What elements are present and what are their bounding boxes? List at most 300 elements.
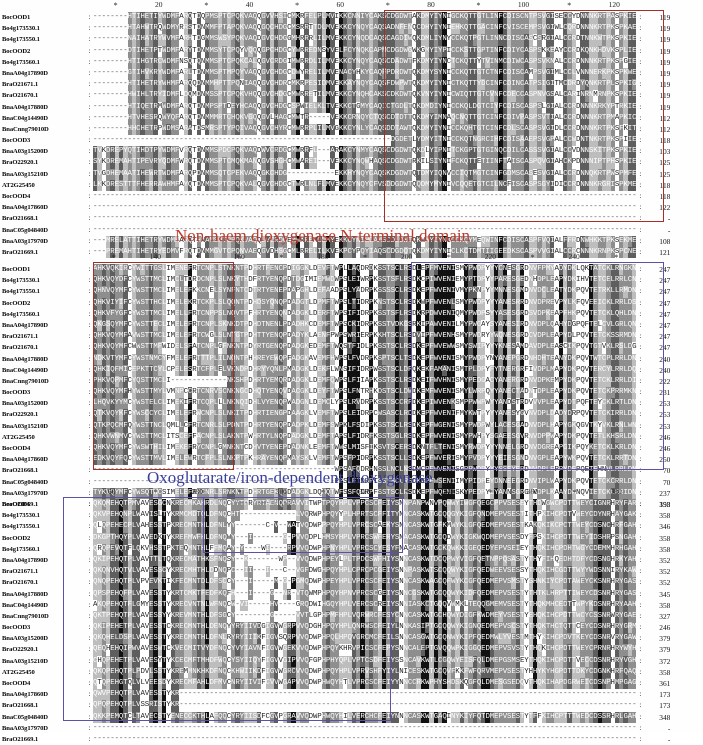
sequence-label: BraO21671.1 — [2, 568, 39, 576]
number-separator: : — [639, 533, 642, 542]
sequence-residues: QHKVIYIFCYWSTTHCLIMELEKRTCKPLSLQQNTPDHDSYQNQPDADGTLDPMFTWPSLTIDRPKNSTSCLRSDKWPFWVENLSMYPWDPYYYANESRRDNVDPREVPYLKFQVEEICKLRRLDS — [93, 298, 636, 309]
ruler-tick-number: 200 — [401, 252, 413, 261]
sequence-residues: QKQHELDSPLVAVESSTYKRECMNTHLDFNLRYRYIIIKFIGVSQRPVVQDWPHPQLHPQVGRCMCFEILSNNCASGWTGCQNWYKIPFQEDMWLYVESTMTHYKIHCPDVTKEYCDSNRVRYGAW — [93, 633, 636, 644]
number-separator: : — [639, 376, 642, 385]
sequence-residues: ------------------------------------------------------------------------------------------------------------------------------ — [93, 203, 637, 212]
sequence-end-position: 247 — [659, 343, 671, 353]
label-separator: : — [88, 488, 91, 497]
label-separator: : — [88, 567, 91, 576]
sequence-label: AT2G25450 — [2, 433, 35, 441]
ruler-tick-number: 300 — [275, 487, 287, 496]
sequence-residues: QKQPEHQTPLPDVLSSTYKREMMNKHKDFNQCKHWIIKDFIGVWGRCVVQDWPHPQYHPLVPRVSHFYIYLNICESKWTGCQVFKKFWFQRVMEPVSESTYHHYKYHGPDTTDKYCDGNKHRFQAQ — [93, 667, 636, 678]
sequence-label: BocOOD4 — [2, 445, 31, 452]
sequence-label: BocOOD3 — [2, 137, 31, 145]
label-separator: : — [88, 147, 91, 156]
sequence-label: BnaC05g04840D — [2, 713, 48, 721]
label-separator: : — [88, 712, 91, 721]
sequence-label: BnaC04g14490D — [2, 366, 48, 374]
alignment-row — [0, 533, 703, 544]
alignment-row — [0, 135, 703, 146]
label-separator: : — [88, 192, 91, 200]
label-separator: : — [88, 444, 91, 452]
ruler-tick-number: 220 — [484, 252, 497, 261]
sequence-end-position: 122 — [659, 203, 671, 213]
label-separator: : — [88, 225, 91, 234]
sequence-residues: QHNVQYMFCYWSTTMCLIMELEFKKCNELSYNFNTCDTRTYENEPDAPGHLDEFAADPSLYADRPKSSSSCLRSDKEPFWVENIVMYPKNPYYMNNESGMDNVDCLEATYDKPQVTETRKLLRMDN — [93, 286, 636, 297]
sequence-end-position: 247 — [659, 298, 671, 308]
label-separator: : — [88, 298, 91, 307]
ruler-tick-number: 100 — [517, 0, 530, 9]
sequence-end-position: - — [667, 214, 671, 224]
sequence-label: BnaC04g14490D — [2, 601, 48, 609]
sequence-residues: TYKVQYMFCYWSQTWCSIMELEFRKCNRLSRNKNTPDHRTGEHQPDADGKLDQMQTWFSSFQDRPFSSTSCLRSDKEPFWQENISKYPEDPYLYANNSGRGNVDPLKAAYDANQVIETCKLRRIDN — [93, 488, 636, 499]
domain-label-oxoglutarate: Oxoglutarate/iron-dependent dioxygenase — [147, 468, 433, 487]
number-separator: : — [639, 410, 642, 419]
sequence-label: BraO22920.1 — [2, 411, 39, 419]
number-separator: : — [639, 214, 642, 223]
alignment-row — [0, 102, 703, 113]
alignment-row — [0, 309, 703, 320]
sequence-end-position: 358 — [659, 511, 671, 521]
sequence-end-position: 327 — [659, 611, 671, 621]
sequence-label: BraO21669.1 — [2, 500, 39, 508]
sequence-end-position: 240 — [659, 354, 671, 364]
sequence-residues: QKQNVHQTVLVAVESSCYKRECMHTHLDDNQPC--II---I---C--VGFDWGHPQYHPLCPRCPCGEIYSNNPASKWTSCQQWYKIGFQEDWEEVSESSYTHQKIHCGDTTWYYWDSNNIRYKAW — [93, 566, 636, 577]
sequence-label: BnaA04g17890D — [2, 321, 48, 329]
sequence-end-position: 70 — [662, 466, 671, 476]
number-separator: : — [639, 723, 642, 732]
alignment-row — [0, 331, 703, 342]
ruler-tick-number: 380 — [610, 487, 622, 496]
sequence-residues: QEQHEHQIPWVAVESWTCKVECMITVYDFNQCYVYIAVNFIGVWGEKVVQDWPHPQYKHRVPICSCFEPYSNNCALEPTGVQQWPKIGGQEDMEPVSVSTYTHQKIHCPDTTWEYCPRNRHRYWYH — [93, 644, 636, 655]
sequence-residues: PHKVQPMFCYQSTTMCLI-------------NKSHPDHRTYEMQRDADGKLDEMFQWPSLFIIAPKSSTSCLRSDKEIFWVHNISMYPEDGACYANERGRDNVDPKEMPYDKPQVTETCKLRRLDI — [93, 376, 636, 387]
alignment-row — [0, 432, 703, 443]
number-separator: : — [639, 80, 642, 89]
number-separator: : — [639, 298, 642, 307]
number-separator: : — [639, 555, 642, 564]
ruler-tick-star: * — [476, 1, 481, 10]
sequence-residues: QKIPEHQTPLVAVTTLTQKRECMATHKSFNQSY--K-------WP--VVQDWPHPEYLPLTPDCSWFHIYSNNCASKWTDCQPWYVIGFQETNPPQSASTYTHYFIHQEDHTDFYCDSNGHRKYAH — [93, 555, 636, 566]
label-separator: : — [88, 466, 91, 475]
label-separator: : — [88, 578, 91, 587]
number-separator: : — [639, 645, 642, 654]
number-separator: : — [639, 225, 642, 234]
label-separator: : — [88, 57, 91, 66]
sequence-label: AT2G25450 — [2, 668, 35, 676]
sequence-end-position: 125 — [659, 158, 671, 168]
label-separator: : — [88, 13, 91, 21]
label-separator: : — [88, 522, 91, 531]
alignment-row — [0, 146, 703, 157]
ruler-block-1 — [0, 0, 703, 12]
sequence-residues: QHKVQYMFHYWSTTMYLVMNPCCRTCNRVSCNKNGCDHQTYENQVDACGKLDEYFTWPSLFNTRHKDSTSCLDWDKEMFWVENISMYLWRPQYYANECTADNTDPLEAPYDKPQVTETCKPRRMKN — [93, 387, 636, 398]
sequence-end-position: 247 — [659, 309, 671, 319]
number-separator: : — [639, 236, 642, 245]
sequence-residues: --------HWIHLTRYIDMFLDQMDNMSSPTCPQKVHQQGVCHDGCMWRRETILMVEKKCYNQHCAKSCDKDWTQKVNYIYNICWIQTTGTCVNFCDECCASPNVGSALCARINRNMRNPKSPKIE — [93, 90, 636, 101]
sequence-label: BocOOD2 — [2, 47, 31, 55]
alignment-row — [0, 398, 703, 409]
sequence-label: Bo4g173550.1 — [2, 288, 40, 296]
ruler-tick-star: * — [572, 488, 577, 497]
sequence-end-position: 352 — [659, 578, 671, 588]
number-separator: : — [639, 13, 642, 21]
ruler-tick-star: * — [385, 1, 390, 10]
label-separator: : — [88, 667, 91, 676]
sequence-end-position: 348 — [659, 712, 671, 722]
sequence-label: BnaCnng79010D — [2, 612, 49, 620]
label-separator: : — [88, 455, 91, 464]
number-separator: : — [639, 192, 642, 200]
sequence-residues: --------HTVHESRQWYQFARQTDNMMMRTCHQKVGQQGVLHAGCMWTR-----VEKKCRNQYCTQSCDTDTTQKDMYIMNAQCNQTTGTCINFCDIVPASPSVTIALCCRDNNNKRTPMAPKIC — [93, 113, 636, 124]
ruler-tick-number: 160 — [233, 252, 245, 261]
sequence-residues: LHQVKYYMCYWSTELCLIMEKIFRTCQPLLLNKNQIDHLVYENQPWADGNLDEMCLYPSLRVDRPKSSTSCCRFDKEPIWVENKSMPPWWPWYYANDSTRDVVVPLEAPYDTPQFTEYCKLRTLDN — [93, 398, 636, 409]
alignment-block-1 — [0, 0, 703, 258]
sequence-end-position: 193 — [659, 499, 671, 509]
sequence-end-position: 119 — [659, 80, 671, 90]
number-separator: : — [639, 124, 642, 133]
label-separator: : — [88, 180, 91, 189]
label-separator: : — [88, 376, 91, 385]
label-separator: : — [88, 734, 91, 743]
sequence-end-position: 372 — [659, 656, 671, 666]
sequence-residues: QTKVQYKFCYWSCCYCLIMELEFRWCNPLSLNKITPDHRTIENGPDAAGKLVEMFTWPSLEIDRPCWSASCLRDDKEPFWVENIFMYKWTPYYYANESYGVNVDPLDADYDRPQVTETCKIRRLDN — [93, 409, 636, 420]
alignment-row — [0, 689, 703, 700]
alignment-row — [0, 644, 703, 655]
sequence-residues: QPQPEHQTPLVSSRISTYKR---------------------------------------------------------------------------------------------------------- — [93, 700, 636, 711]
sequence-residues: --------HTIQETRMWDMFARQTDNMPSPTDEYHCAQQGVCHDGCSPWIELKLTVEKKCTGMYCAQICTGDLTQKDMDIYNICCKQLDGTCIYFCDISCASPSLGIALCCRDNNNKRKYPTRKIE — [93, 102, 636, 113]
sequence-residues: QWVPEHQTPLVAVESSTYKR---------------------------------------------------------------------------------------------------------- — [93, 689, 636, 700]
sequence-end-position: 345 — [659, 589, 671, 599]
sequence-label: BocOOD2 — [2, 534, 31, 542]
alignment-row — [0, 611, 703, 622]
sequence-label: BnaA03g15200D — [2, 148, 48, 156]
ruler-tick-star: * — [321, 488, 326, 497]
ruler-tick-number: 340 — [442, 487, 455, 496]
sequence-end-position: 253 — [659, 399, 671, 409]
number-separator: : — [639, 611, 642, 620]
alignment-row — [0, 191, 703, 202]
number-separator: : — [639, 488, 642, 497]
sequence-residues: ---PREMAHTIHETRYEDMVFRQTDNMMGVTCPQNVAEQGVDHSGCMLRRELILKVEKPCYPQYIAQSCDGDQTQKDMYIYNICLKCTDMTIIGEEDKSCASPVVGIALCCRCNNNKRNPKSPCNE — [93, 247, 636, 258]
sequence-label: BraO21670.1 — [2, 579, 39, 587]
sequence-residues: AHKVQKIRCYWITTGSLIMENEFRTCNPLSTNKNTPDHRTFENCPDIGGKLDEVFTWPLLAQDRDKSSTSCLRSDLEPFMVENISMYPWDPYYYCNESGRDNVFPMYADYDKLQKTATCKLRNGKN — [93, 264, 636, 275]
label-separator: : — [88, 320, 91, 329]
number-separator: : — [639, 444, 642, 452]
alignment-row — [0, 180, 703, 191]
sequence-label: BraO22920.1 — [2, 646, 39, 654]
alignment-row — [0, 157, 703, 168]
sequence-label: BocOOD1 — [2, 14, 31, 21]
ruler-tick-number: 360 — [526, 487, 538, 496]
label-separator: : — [88, 723, 91, 732]
sequence-residues: --------HTIHGTRCWDMFNSQTQNMMSPTCPQKCALQGVCRDGIMWRRDLILMVEKKCYNQYCAQSCDADWTFKDMYIYNCTCKQTTYTVINMCDIWCASPSVKNALCCRDNNNKRTPKSPGIE — [93, 57, 636, 68]
ruler-tick-number: 280 — [191, 487, 203, 496]
sequence-residues: QKKPEMQTCLTAVECSTYENECCKTHLAFQQCYRYIISDFCGVPGRAVVQDWPHWQYHILVERCHCFEIYNNNCASKWTGAQINYKIYFQTDMEPVSESTYTFFKIHCPTTTWEDCDSSRHRLGAH — [93, 712, 636, 723]
ruler-tick-number: 60 — [336, 0, 344, 9]
number-separator: : — [639, 455, 642, 464]
sequence-end-position: 103 — [659, 147, 671, 157]
sequence-end-position: 246 — [659, 432, 671, 442]
sequence-residues: QHKVQYMFAVWSTTMCLIMELEFRTCWGLSLNTGTPDHTTYENQPDADYKLAENFPWPSWRIERPKKHTSCLRSDVIPFWVENHSMYPWDRYYWQNESGRDCVDPLEAPYDLPQVTETCKSSRMDN — [93, 331, 636, 342]
alignment-row — [0, 387, 703, 398]
sequence-end-position: 240 — [659, 365, 671, 375]
sequence-label: BraO21668.1 — [2, 215, 39, 223]
label-separator: : — [88, 35, 91, 44]
alignment-row — [0, 320, 703, 331]
number-separator: : — [639, 343, 642, 352]
sequence-end-position: 247 — [659, 287, 671, 297]
sequence-residues: SYKDREMAHTIPEVRYQDMFWRQTDNMMSPTCMQKMANQGVSHGHCMWAREI---VEKKCYNQWHAQSCDGDWTRKILSIYNIFCKQTTETIINFTAISCASPQVGIAHCKPDNNNIPTPHSPKIE — [93, 157, 636, 168]
sequence-residues: ---MRELATTIHETRYWDMKARQTHNAMSPTCPQKVAQQLVCRDGEMWRREMGLMYEKKCYNIWCAMSCDLDWTQKWMYIYNICCKQYMEQWINFCDISCASPFVQIALFFRDNWHKKTPKSEKME — [93, 236, 636, 247]
sequence-residues: NDKVTYMFCYWSTNMCYFMELEFRTTTPLILNQNTPHHREYEWQPFADGKAVEMFHWPSLFVDRPKSPTSCLTSDKEPFWVENISMYPWDPYNYANEPGRDNHDHTEANYDKPQVTWTCPLRRLDN — [93, 354, 636, 365]
sequence-end-position: 173 — [659, 701, 671, 711]
sequence-label: BocOOD1 — [2, 501, 31, 508]
label-separator: : — [88, 410, 91, 419]
ruler-tick-star: * — [567, 1, 572, 10]
label-separator: : — [88, 500, 91, 508]
ruler-tick-star: * — [153, 488, 158, 497]
alignment-row — [0, 600, 703, 611]
number-separator: : — [639, 589, 642, 598]
alignment-row — [0, 90, 703, 101]
sequence-end-position: 358 — [659, 533, 671, 543]
sequence-end-position: 247 — [659, 332, 671, 342]
number-separator: : — [639, 499, 642, 508]
sequence-residues: --------HTIHETIYWDMFARQTDQPMSPTCPQKVAQQGVVHSICMKRFELPLMVIKKCNNIYCAKSCDGDWTAKDMYIYNIGCKQTTGTLINFCDISCNTPSVGISECCYDNNNKRTPASPKIE — [93, 12, 636, 23]
ruler-tick-star: * — [363, 253, 368, 262]
sequence-label: Bo4g173530.1 — [2, 25, 40, 33]
number-separator: : — [639, 147, 642, 156]
ruler-tick-number: 320 — [359, 487, 371, 496]
number-separator: : — [639, 332, 642, 341]
label-separator: : — [88, 80, 91, 89]
number-separator: : — [639, 287, 642, 296]
alignment-row — [0, 68, 703, 79]
sequence-label: BnaA04g17860D — [2, 456, 48, 464]
sequence-end-position: 112 — [659, 124, 671, 134]
sequence-end-position: 253 — [659, 410, 671, 420]
alignment-row — [0, 723, 703, 734]
label-separator: : — [88, 511, 91, 520]
sequence-end-position: 108 — [659, 236, 671, 246]
number-separator: : — [639, 656, 642, 665]
sequence-end-position: 119 — [659, 57, 671, 67]
sequence-residues: QNQPEHQTPLVPVEVKTIKFECMNTDLDFSCCY---I-----M-G-PGMQDWPHPEYHPLVPRCSCFEIYSNNCASKWAGCQFWYKCGFQEDMEPVSMSTYSHNKIYCPDTAWEYCKSNRHRYGAS — [93, 577, 636, 588]
number-separator: : — [639, 68, 642, 77]
sequence-residues: DKGPTHQYPLVAVEDKTYKREFMWFHLDFNQWY---I-------G-PVVQDPLHMSYHPLVPRCSWFERYSNACASKWTGCQDWYKIGKWQDMEPVSESDYFPSKIHCPDTTWEYIDSHRPSNGAH — [93, 533, 636, 544]
ruler-tick-number: 140 — [149, 252, 162, 261]
label-separator: : — [88, 102, 91, 111]
alignment-row — [0, 712, 703, 723]
sequence-label: BnaA03g17970D — [2, 489, 48, 497]
sequence-label: BocOOD1 — [2, 266, 31, 273]
number-separator: : — [639, 522, 642, 531]
label-separator: : — [88, 265, 91, 273]
sequence-end-position: 346 — [659, 522, 671, 532]
sequence-label: BnaC05g04840D — [2, 226, 48, 234]
sequence-label: BnaA03g17970D — [2, 724, 48, 732]
label-separator: : — [88, 169, 91, 178]
sequence-residues: QRQPEVQTFLQKVHSSTPKTEQMNTHLFFMQAY-Y----WI----RPVVQDWPHPNYHPLVPRCSCYESYFNACASKWTGCKQWKKIGEQEDYEPVSEIEYTHQKIHCPDHTWGYCDEMMHRHGAH — [93, 544, 636, 555]
sequence-end-position: 358 — [659, 600, 671, 610]
sequence-residues: ------------------------------------------------------------------------------------------------------------------------------ — [93, 192, 637, 200]
sequence-end-position: 119 — [659, 24, 671, 34]
ruler-tick-number: 240 — [568, 252, 580, 261]
label-separator: : — [88, 136, 91, 145]
sequence-label: BraO21671.1 — [2, 81, 39, 89]
number-separator: : — [639, 690, 642, 699]
sequence-end-position: 358 — [659, 500, 671, 509]
sequence-label: BnaA03g15200D — [2, 400, 48, 408]
number-separator: : — [639, 679, 642, 687]
sequence-label: Bo4g173530.1 — [2, 512, 40, 520]
sequence-residues: ------------------------------------------------------------------------------------------------------------------------------ — [93, 225, 637, 234]
rows-block-3 — [0, 499, 703, 745]
sequence-end-position: 361 — [659, 679, 671, 688]
sequence-residues: QPSPEHQFPLVAVESSTYKRTCMKTFEDFKQFH---I----G--NR-VTQWMPHPQYHPNVPRCSCGEIYSNNCGSKWTGCQQWYKIDFQEDMEPVSESTYTHTKLHRPTTIWEYCDSNRHRYGAS — [93, 589, 636, 600]
sequence-end-position: 247 — [659, 276, 671, 286]
sequence-label: BnaA04g17860D — [2, 691, 48, 699]
alignment-row — [0, 213, 703, 224]
sequence-end-position: 358 — [659, 544, 671, 554]
alignment-row — [0, 443, 703, 454]
sequence-label: BraO22920.1 — [2, 159, 39, 167]
sequence-label: Bo4g173560.1 — [2, 545, 40, 553]
sequence-end-position: - — [667, 225, 671, 235]
number-separator: : — [639, 180, 642, 189]
label-separator: : — [88, 634, 91, 643]
ruler-tick-star: * — [237, 488, 242, 497]
sequence-label: BnaA04g17880D — [2, 355, 48, 363]
label-separator: : — [88, 701, 91, 710]
sequence-label: Bo4g173560.1 — [2, 58, 40, 66]
sequence-residues: QLQPEHECPLVAHESSTPKRECMNTHLDFNLYY-------C-V--WATVQDWPPPQYHPLVPRCSCAEKYSNNCASKWTGFKMWYKLGFQEDMEPVSESTKAKQKIKCPCTTWEYCDSNCHRFGAH — [93, 521, 636, 532]
sequence-label: BraO21670.1 — [2, 92, 39, 100]
sequence-residues: ---------------------------------------------------------------------DGDETLYDMYITNICCKQTNGRCIHFCDISAAEPSVGPALCCWDNTNKRTPKSPIIE — [93, 135, 636, 146]
sequence-label: BnaC05g04840D — [2, 478, 48, 486]
number-separator: : — [639, 276, 642, 285]
number-separator: : — [639, 24, 642, 33]
sequence-end-position: 247 — [659, 265, 671, 274]
sequence-end-position: 118 — [659, 180, 671, 190]
alignment-row — [0, 57, 703, 68]
number-separator: : — [639, 309, 642, 318]
sequence-end-position: 119 — [659, 68, 671, 78]
label-separator: : — [88, 247, 91, 256]
sequence-end-position: 112 — [659, 113, 671, 123]
number-separator: : — [639, 102, 642, 111]
sequence-label: BnaA04g17880D — [2, 103, 48, 111]
alignment-row — [0, 577, 703, 588]
sequence-residues: TVGDHEMAATIHEWRTWDMFARQPDNMMSQTCPEKVAQQGKCHDG-----------EKKHYNQYCAQSKDGDWTQTDMYIQNVCCIQTMGTCINFGDMSCASESVGIALCCRDNNQKRTPWSPMFE — [93, 169, 636, 180]
label-separator: : — [88, 236, 91, 245]
number-separator: : — [639, 511, 642, 520]
number-separator: : — [639, 158, 642, 167]
ruler-tick-star: * — [405, 488, 410, 497]
sequence-residues: --------HTIHETRYWHMFARQQDNMMHPTTPQNIAQQGVCHDRCMKRPESIDMVEKKAYNQYCAQSFDWPWTQKDMYIYNICTKQTTYDCINFCDINCATPSIGITMCDRDYQNKRTPLSPKIG — [93, 79, 636, 90]
alignment-row — [0, 409, 703, 420]
alignment-row — [0, 678, 703, 689]
label-separator: : — [88, 499, 91, 508]
sequence-label: BocOOD4 — [2, 680, 31, 687]
sequence-end-position: 246 — [659, 444, 671, 453]
label-separator: : — [88, 432, 91, 441]
sequence-end-position: 247 — [659, 320, 671, 330]
sequence-residues: QTQPEHGTQLVLVEESDYKRECMFAHLDFMVCNRYIIVIFCVVWGAPVVQDWPHWQYHTLVPRCSCFEIYYNNCCRKWPHYSHDSKQGFQLDMESGSEDQVTHQKIHAPDGRWEICDSNPHMPGAG — [93, 678, 636, 689]
label-separator: : — [88, 690, 91, 699]
sequence-label: BnaA04g17890D — [2, 556, 48, 564]
alignment-row — [0, 286, 703, 297]
sequence-residues: QHKVFYGFCYWSTTMCLIMELLFRTCNPPSLNQVTPFHRTYENQNDADGKLDERFTWPSIFIDRPKSSTSFLRSDKRPDWVENIQMYPWDPSYYASESGRDSVDPKEAPFHKPQVTETCKLQHLDN — [93, 309, 636, 320]
sequence-end-position: 118 — [659, 136, 671, 146]
label-separator: : — [88, 203, 91, 212]
number-separator: : — [639, 46, 642, 55]
sequence-residues: QHKVQYDFCYWSTTMCLIMCLTDRDCNPLSLNKYTHDFRTYENQPDTDGIMIEMWDWPSLEIWRPKSSTSFLRSDKCPIWVENIEMYPTDPYYPARESGEDNHDPLEAPYDKIHVTETCELRRLCN — [93, 275, 636, 286]
number-separator: : — [639, 667, 642, 676]
alignment-row — [0, 113, 703, 124]
sequence-residues: CHQPEHETPLVAVESYTYKCECMFTMHDFWQCYSYIIQYFIGVVGIPVVQFGPHPHYQPLVPTCSDFEIYSSNCAVKWTLCGQWYEISFQLDMEPGSMSEYTHQKIHCPDTTVECCDSNRHRYVGH — [93, 656, 636, 667]
sequence-label: Bo4g173550.1 — [2, 36, 40, 44]
ruler-tick-number: 80 — [427, 0, 435, 9]
alignment-row — [0, 700, 703, 711]
alignment-row — [0, 656, 703, 667]
ruler-tick-star: * — [446, 253, 451, 262]
number-separator: : — [639, 57, 642, 66]
number-separator: : — [639, 169, 642, 178]
number-separator: : — [639, 701, 642, 710]
label-separator: : — [88, 113, 91, 122]
number-separator: : — [639, 600, 642, 609]
sequence-residues: QKTPEHQTPLVAVESSYYKREVMNTHLDFSGCY--------G-----VVTLGPHPMFHPLVQRWRCFESYCNNCASKWTGCHQWYDIGFKWDMEYVSESTYEHQKIHCPDTTWCYCSSNRWRYGAE — [93, 611, 636, 622]
sequence-residues: --------------------------------------------------------PPSLFIDRPTSSTSCLRSDKEPFWSENIIMYPIDPEYDNNEEGRDNVIPLWAPYDKPQVTETCKCRRLDN — [93, 477, 636, 488]
ruler-tick-star: * — [195, 253, 200, 262]
alignment-row — [0, 589, 703, 600]
sequence-residues: YTPR RTAENQP A — [93, 499, 636, 510]
sequence-label: BnaA03g17970D — [2, 237, 48, 245]
alignment-row — [0, 566, 703, 577]
alignment-row — [0, 275, 703, 286]
sequence-end-position: 246 — [659, 623, 671, 633]
sequence-residues: ------------------------------------------------------------------------------------------------------------------------------ — [93, 734, 637, 743]
sequence-end-position: 231 — [659, 388, 671, 398]
number-separator: : — [639, 432, 642, 441]
number-separator: : — [639, 35, 642, 44]
label-separator: : — [88, 388, 91, 397]
alignment-row — [0, 23, 703, 34]
alignment-row — [0, 454, 703, 465]
alignment-row — [0, 734, 703, 745]
number-separator: : — [639, 734, 642, 743]
label-separator: : — [88, 91, 91, 100]
label-separator: : — [88, 309, 91, 318]
sequence-residues: ------------------------------------------------------------------------------------------------------------------------------ — [93, 214, 637, 223]
alignment-row — [0, 376, 703, 387]
rows-block-1 — [0, 12, 703, 258]
sequence-label: BocOOD3 — [2, 624, 31, 632]
alignment-row — [0, 499, 703, 510]
sequence-end-position: - — [667, 734, 671, 744]
number-separator: : — [639, 500, 642, 508]
label-separator: : — [88, 589, 91, 598]
sequence-residues: QKQMEHQTPMVAVESGCNKRECMKAHRDLNQCY----Y-------R-VVITWPTPQYHPLVPPCSCFEIYSNNPANPWNVPQWWYIWGFQEGCPPVSESEYTHDWGWCPDTTWEYCIGNRHRYFAR — [93, 499, 636, 510]
label-separator: : — [88, 600, 91, 609]
alignment-row — [0, 298, 703, 309]
alignment-row — [0, 421, 703, 432]
sequence-end-position: 379 — [659, 645, 671, 655]
number-separator: : — [639, 320, 642, 329]
sequence-label: BnaA04g17880D — [2, 590, 48, 598]
ruler-tick-star: * — [204, 1, 209, 10]
